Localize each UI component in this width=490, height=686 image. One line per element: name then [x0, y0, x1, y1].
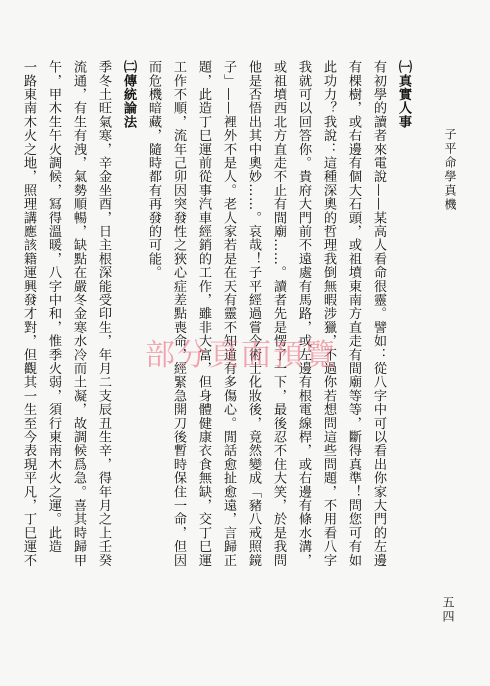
- section-2-line: 午，甲木生午火調候，冩得溫暖，八字中和，惟季火弱，須行東南木火之運。此造: [46, 60, 61, 554]
- section-1-line: 他是否悟出其中奧妙……。哀哉！子平經過嘗今術士化妝後，竟然變成「豬八戒照鏡: [246, 60, 261, 567]
- section-1-line: 題，此造丁巳運前從事汽車經銷的工作，雖非大富，但身體健康衣食無缺，交丁巳運: [196, 60, 211, 567]
- section-1-line: 我就可以回答你。貴府大門前不遠處有馬路，或左邊有根電線桿，或右邊有條水溝，: [296, 60, 311, 567]
- section-1-line: 子」——裡外不是人。老人家若是在天有靈不知道有多傷心。閒話愈扯愈遠，言歸正: [221, 60, 236, 567]
- section-1-line: 有初學的讀者來電說——某高人看命很靈。譬如：從八字中可以看出你家大門的左邊: [371, 60, 386, 567]
- section-2-line: 季冬土旺氣寒，辛金坐酉，日主根深能受印生，年月二支辰丑生辛，得年月之上壬癸: [96, 60, 111, 567]
- page-number: 五四: [441, 596, 455, 624]
- section-1-title: ㈠真實人事: [396, 60, 411, 129]
- section-2-title: ㈡傳統論法: [121, 60, 136, 129]
- section-1-line: 此功力？我說：這種深奧的哲理我倒無暇涉獵，不過你若想問這些問題，不用看八字: [321, 60, 336, 567]
- section-1-line: 工作不順，流年己卯因突發性之狹心症差點喪命，經緊急開刀後暫時保住一命，但因: [171, 60, 186, 567]
- section-2-line: 流通，有生有洩，氣勢順暢，缺點在嚴冬金寒水冷而土凝，故調候爲急。喜其時歸甲: [71, 60, 86, 567]
- section-2-line: 一路東南木火之地，照理講應該籍運興發才對，但觀其一生至今表現平凡，丁巳運不: [21, 60, 36, 567]
- section-1-line: 有棵樹，或右邊有個大石頭，或祖墳東南方直走有間廟等等，斷得真準！問您可有如: [346, 60, 361, 567]
- preview-watermark: 部分頁面預覽: [145, 338, 337, 373]
- section-1-line: 或祖墳西北方直走不止有間廟……。讀者先是愣了一下，最後忍不住大笑，於是我問: [271, 60, 286, 567]
- book-title: 子平命學真機: [443, 128, 457, 212]
- section-1-line: 而危機暗藏，隨時都有再發的可能。: [146, 60, 161, 280]
